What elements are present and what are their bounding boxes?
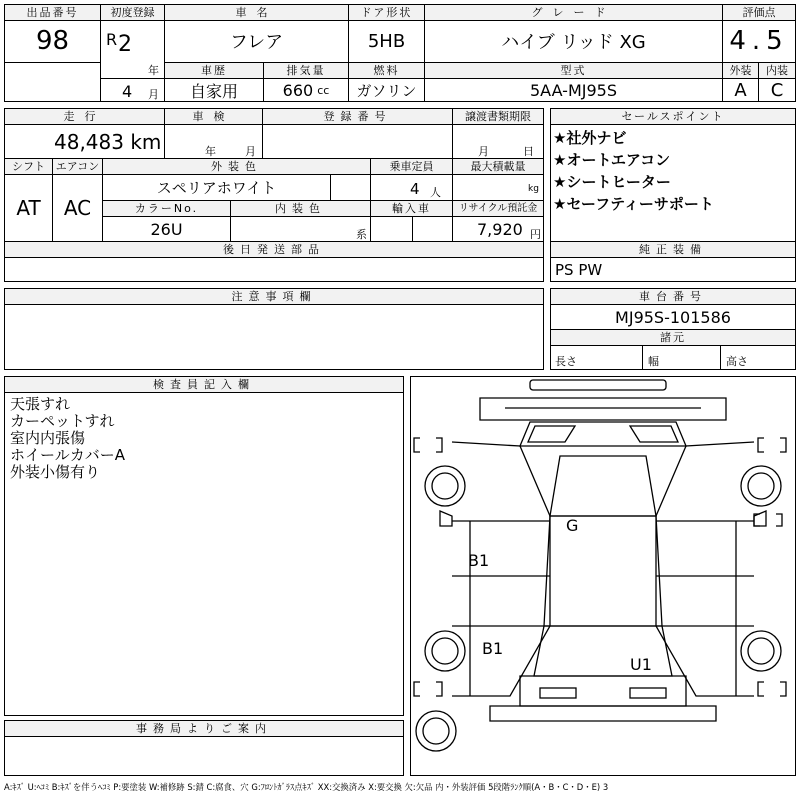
chassis-number: MJ95S-101586 <box>615 307 731 327</box>
first-reg-label: 初度登録 <box>101 5 164 20</box>
load-unit: kg <box>528 184 539 194</box>
ac-label: エアコン <box>53 159 102 174</box>
model-label: 型式 <box>425 63 722 78</box>
mark-b1-front: B1 <box>468 551 490 570</box>
sales-point: ★セーフティーサポート <box>553 195 714 213</box>
transfer-month: 月 <box>478 145 489 158</box>
mileage: 48,483 km <box>54 130 162 154</box>
seats-label: 乗車定員 <box>371 159 452 174</box>
seats-unit: 人 <box>430 186 441 199</box>
height-label: 高さ <box>726 355 748 368</box>
width-label: 幅 <box>648 355 659 368</box>
reg-year-unit: 年 <box>148 64 159 77</box>
model: 5AA-MJ95S <box>530 80 617 100</box>
recycle-label: リサイクル預託金 <box>453 201 543 216</box>
reg-month: 4 <box>122 82 133 101</box>
dims-label: 諸元 <box>551 330 795 345</box>
mark-b1-rear: B1 <box>482 639 504 658</box>
legend: A:ｷｽﾞ U:ﾍｺﾐ B:ｷｽﾞを伴うﾍｺﾐ P:要塗装 W:補修跡 S:錆 C:腐食、穴 G:ﾌﾛﾝﾄｶﾞﾗｽ点ｷｽﾞ XX:交換済み X:要交換 欠:欠品 内・外装評価 5段階ﾗﾝｸ順(A・B・C・D・E) 3 <box>4 782 609 792</box>
displacement-label: 排気量 <box>264 63 348 78</box>
sales-points-list <box>553 127 793 215</box>
exterior-grade: A <box>734 79 747 101</box>
note-line: 外装小傷有り <box>10 463 101 481</box>
interior-grade: C <box>770 79 784 101</box>
mileage-label: 走行 <box>5 109 164 124</box>
shift: AT <box>16 196 41 220</box>
office-label: 事務局よりご案内 <box>5 721 403 736</box>
colorno-label: カラーNo. <box>103 201 230 216</box>
recycle-unit: 円 <box>530 228 541 241</box>
mark-u1: U1 <box>630 655 652 674</box>
sales-point: ★社外ナビ <box>553 129 627 147</box>
genuine-equipment: PS PW <box>555 261 603 279</box>
note-line: 室内内張傷 <box>10 429 86 447</box>
sales-point: ★オートエアコン <box>553 151 671 169</box>
inspector-notes <box>10 396 390 481</box>
inspector-label: 検査員記入欄 <box>5 377 403 392</box>
score-label: 評価点 <box>723 5 795 20</box>
import-label: 輸入車 <box>371 201 452 216</box>
era: R <box>106 30 118 49</box>
note-line: カーペットすれ <box>10 412 115 430</box>
length-label: 長さ <box>555 355 577 368</box>
air-conditioner: AC <box>63 196 92 220</box>
inspection-month: 月 <box>245 145 256 158</box>
history: 自家用 <box>189 81 238 101</box>
intcolor-label: 内装色 <box>231 201 370 216</box>
displacement: 660 cc <box>282 80 330 100</box>
recycle-fee: 7,920 <box>477 220 523 239</box>
color-number: 26U <box>150 219 183 239</box>
shift-label: シフト <box>5 159 52 174</box>
later-parts-label: 後日発送部品 <box>5 242 543 257</box>
regno-label: 登録番号 <box>263 109 452 124</box>
interior-label: 内装 <box>759 63 795 78</box>
inspection-year: 年 <box>205 145 216 158</box>
genuine-label: 純正装備 <box>551 242 795 257</box>
car-name-label: 車名 <box>165 5 348 20</box>
mark-g: G <box>566 516 579 535</box>
lot-number: 98 <box>35 26 70 56</box>
load-label: 最大積載量 <box>453 159 543 174</box>
fuel-label: 燃料 <box>349 63 424 78</box>
fuel: ガソリン <box>356 81 417 100</box>
car-name: フレア <box>229 32 284 53</box>
transfer-label: 譲渡書類期限 <box>453 109 543 124</box>
lot-label: 出品番号 <box>5 5 100 20</box>
car-diagram <box>410 376 796 776</box>
door-label: ドア形状 <box>349 5 424 20</box>
sales-points-label: セールスポイント <box>551 109 795 124</box>
caution-label: 注意事項欄 <box>5 289 543 304</box>
reg-month-unit: 月 <box>148 88 159 101</box>
exterior-label: 外装 <box>723 63 758 78</box>
grade: ハイブ リッド XG <box>501 32 646 53</box>
note-line: ホイールカバーA <box>10 446 125 464</box>
score: 4.5 <box>729 26 789 56</box>
color-label: 外装色 <box>103 159 370 174</box>
intcolor-unit: 系 <box>356 228 367 241</box>
seats: 4 <box>410 180 420 198</box>
note-line: 天張すれ <box>10 395 71 413</box>
reg-year: 2 <box>118 32 132 57</box>
door-type: 5HB <box>367 30 406 52</box>
transfer-day: 日 <box>523 145 534 158</box>
sales-point: ★シートヒーター <box>553 173 671 191</box>
inspection-label: 車検 <box>165 109 262 124</box>
grade-label: グレード <box>425 5 722 20</box>
exterior-color: スペリアホワイト <box>156 178 277 197</box>
history-label: 車歴 <box>165 63 263 78</box>
chassis-label: 車台番号 <box>551 289 795 304</box>
